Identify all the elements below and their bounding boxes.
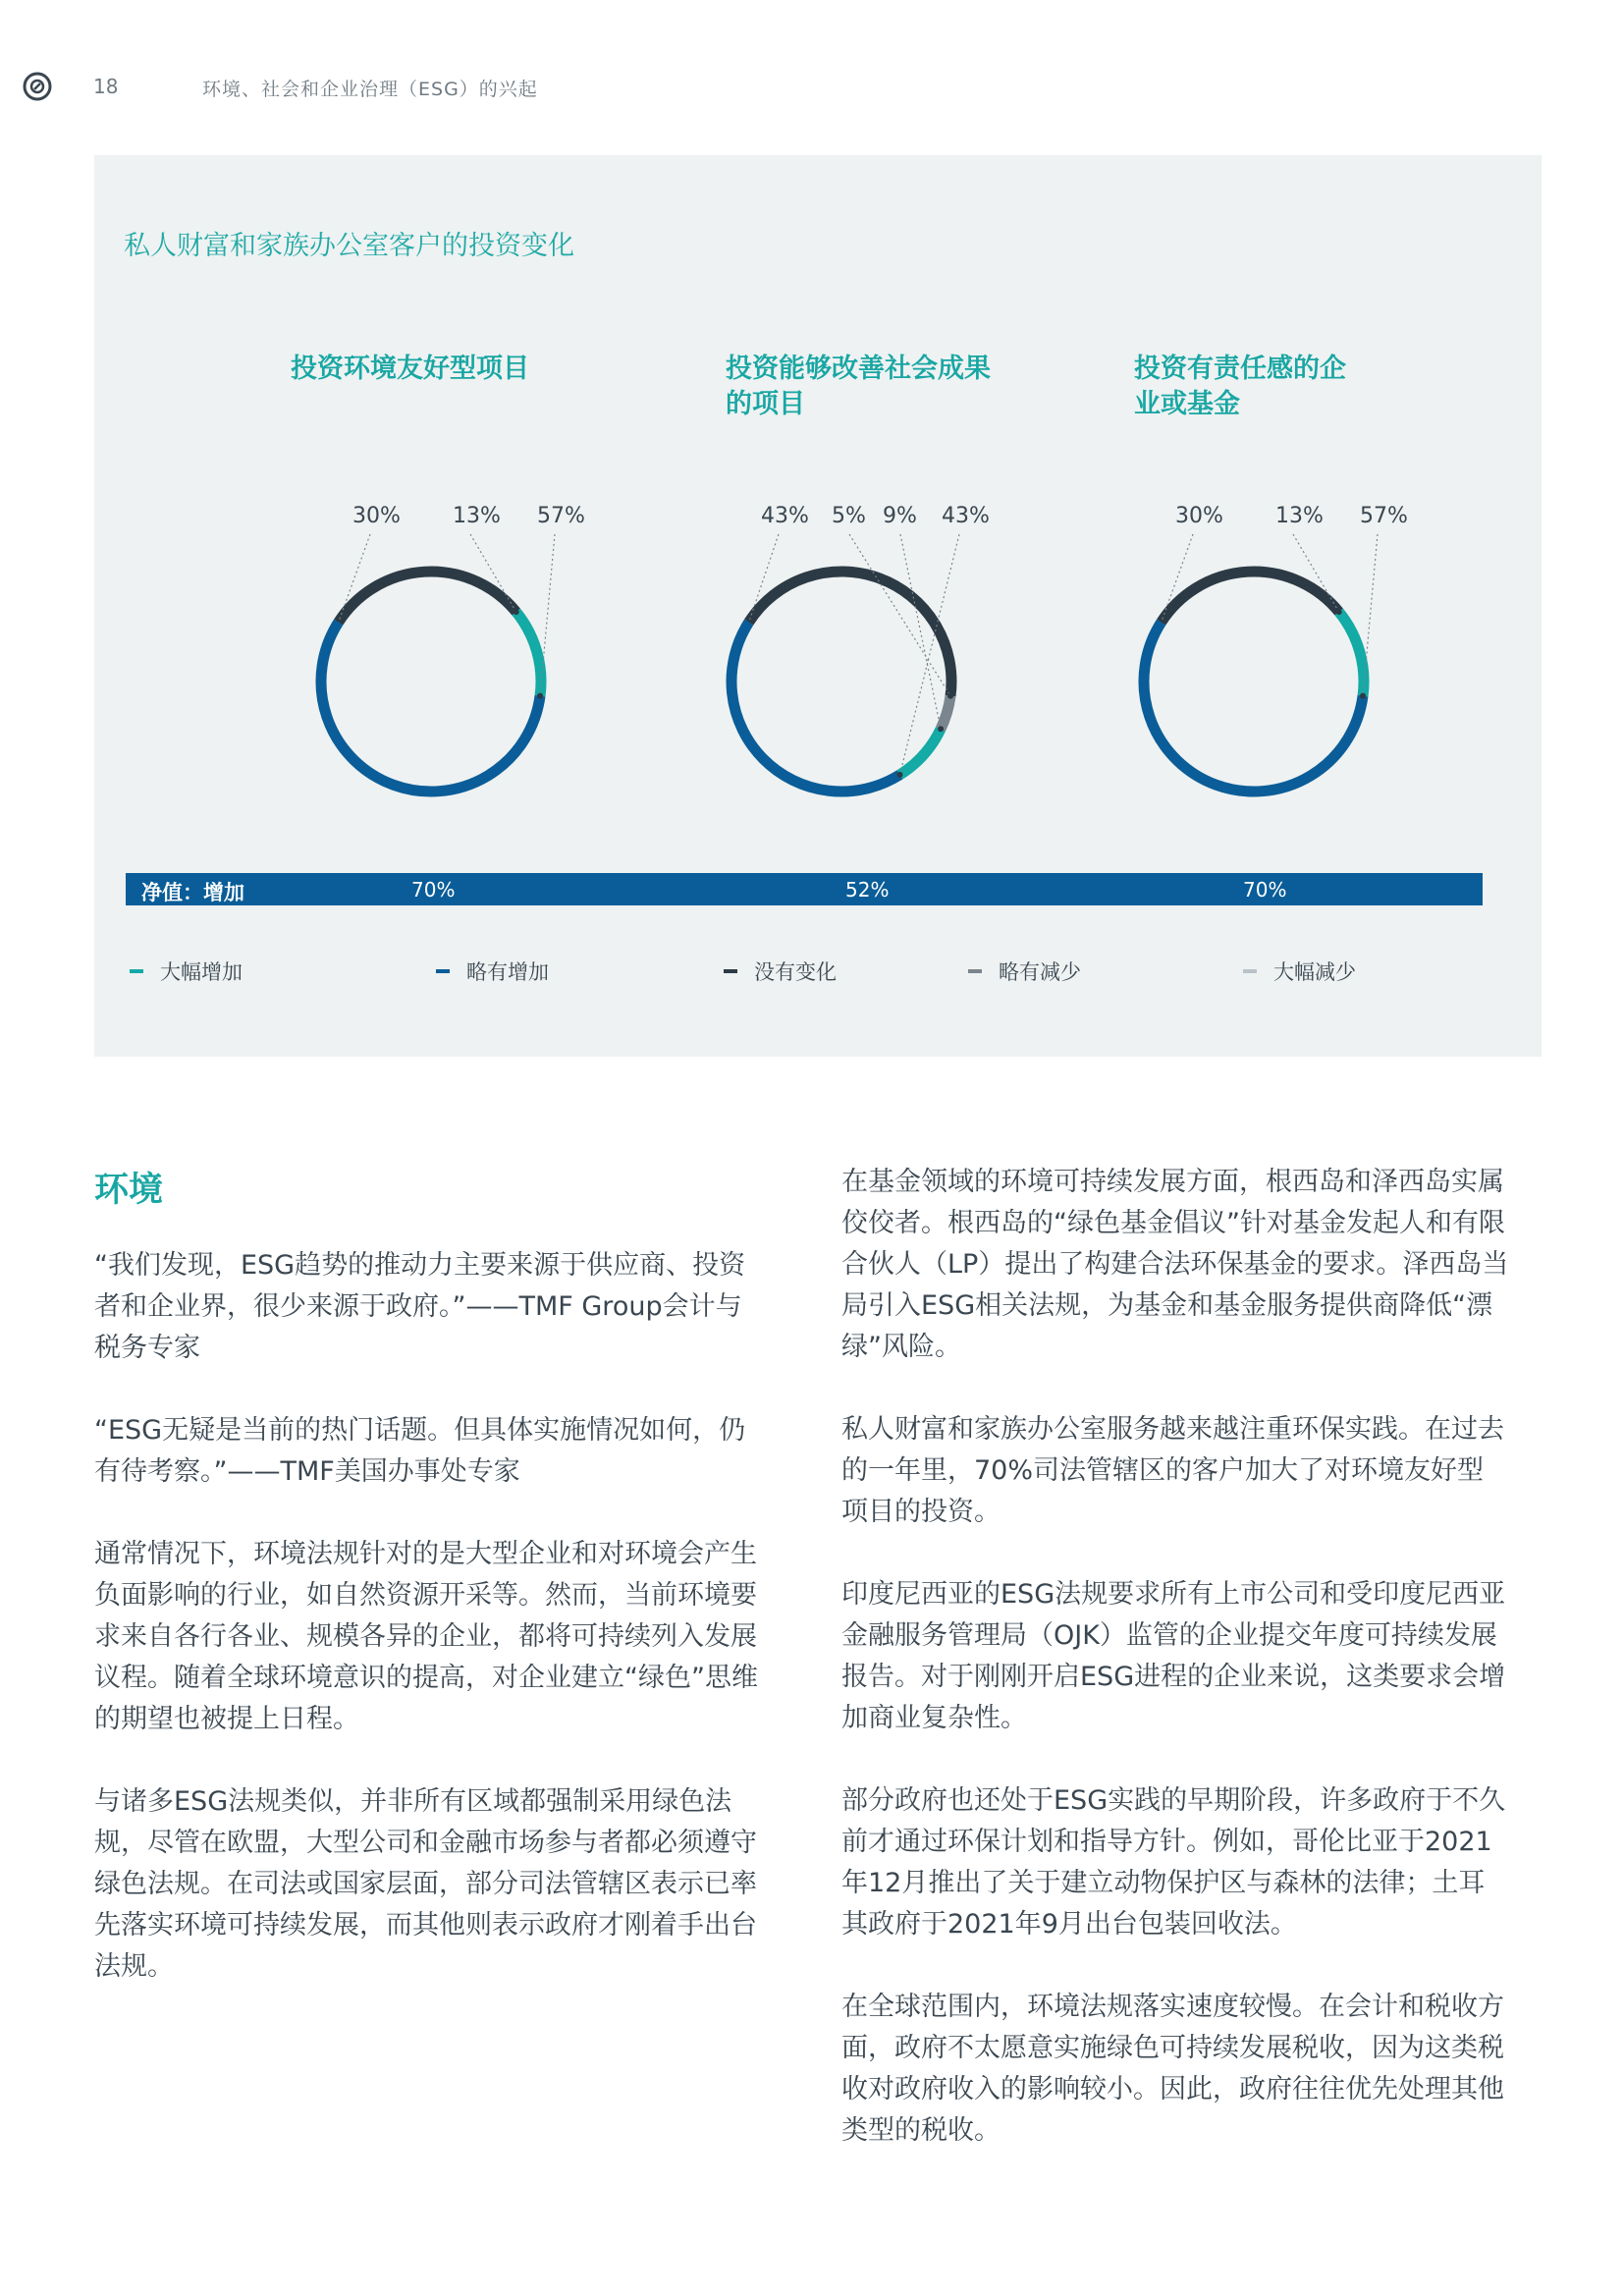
section-heading: 环境 bbox=[94, 1171, 164, 1210]
paragraph: “ESG无疑是当前的热门话题。但具体实施情况如何，仍有待考察。”——TMF美国办事处专家 bbox=[94, 1415, 746, 1487]
donut-slice bbox=[1144, 622, 1363, 792]
left-column bbox=[94, 1245, 762, 2029]
chart-panel bbox=[94, 155, 1542, 1057]
legend-item-no-change bbox=[724, 957, 837, 986]
legend-label: 大幅增加 bbox=[160, 960, 243, 984]
donut-slice bbox=[321, 622, 540, 792]
legend-item-slight-increase bbox=[436, 957, 549, 986]
donut-slice bbox=[731, 622, 900, 792]
legend-label: 略有减少 bbox=[999, 960, 1081, 984]
leader-dot bbox=[938, 726, 944, 732]
slice-label: 13% bbox=[453, 504, 501, 528]
paragraph: “我们发现，ESG趋势的推动力主要来源于供应商、投资者和企业界，很少来源于政府。”——TMF Group会计与税务专家 bbox=[94, 1250, 746, 1363]
leader-dot bbox=[947, 693, 953, 699]
donut-slice bbox=[900, 729, 942, 775]
leader-dot bbox=[897, 772, 903, 778]
paragraph: 通常情况下，环境法规针对的是大型企业和对环境会产生负面影响的行业，如自然资源开采等。然而，当前环境要求来自各行各业、规模各异的企业，都将可持续列入发展议程。随着全球环境意识的提高，对企业建立“绿色”思维的期望也被提上日程。 bbox=[94, 1539, 758, 1734]
net-value-3: 70% bbox=[1243, 878, 1287, 902]
net-value-2: 52% bbox=[845, 878, 890, 902]
donut-charts bbox=[94, 155, 1542, 843]
slice-label: 30% bbox=[1175, 504, 1223, 528]
leader-line bbox=[540, 534, 555, 696]
legend-swatch bbox=[724, 969, 737, 973]
paragraph: 部分政府也还处于ESG实践的早期阶段，许多政府于不久前才通过环保计划和指导方针。例如，哥伦比亚于2021年12月推出了关于建立动物保护区与森林的法律；土耳其政府于2021年9月出台包装回收法。 bbox=[841, 1785, 1506, 1940]
leader-dot bbox=[1360, 693, 1366, 699]
slice-label: 5% bbox=[832, 504, 866, 528]
paragraph: 私人财富和家族办公室服务越来越注重环保实践。在过去的一年里，70%司法管辖区的客户加大了对环境友好型项目的投资。 bbox=[841, 1414, 1504, 1527]
slice-label: 13% bbox=[1275, 504, 1324, 528]
leader-dot bbox=[537, 693, 543, 699]
leader-dot bbox=[1336, 609, 1342, 615]
compass-logo-icon bbox=[22, 71, 53, 102]
slice-label: 43% bbox=[942, 504, 990, 528]
slice-label: 43% bbox=[761, 504, 809, 528]
right-column bbox=[841, 1162, 1509, 2193]
paragraph: 在基金领域的环境可持续发展方面，根西岛和泽西岛实属佼佼者。根西岛的“绿色基金倡议”针对基金发起人和有限合伙人（LP）提出了构建合法环保基金的要求。泽西岛当局引入ESG相关法规，为基金和基金服务提供商降低“漂绿”风险。 bbox=[841, 1167, 1509, 1362]
donut-slice bbox=[941, 696, 950, 730]
panel-title: 私人财富和家族办公室客户的投资变化 bbox=[124, 231, 574, 261]
legend-label: 没有变化 bbox=[754, 960, 837, 984]
donut-slice bbox=[1162, 572, 1339, 622]
net-label: 净值：增加 bbox=[141, 881, 244, 904]
slice-label: 57% bbox=[537, 504, 585, 528]
legend-label: 略有增加 bbox=[466, 960, 549, 984]
donut-slice bbox=[1339, 612, 1364, 696]
net-value-1: 70% bbox=[411, 878, 456, 902]
page-number: 18 bbox=[93, 75, 119, 98]
slice-label: 57% bbox=[1360, 504, 1408, 528]
legend-swatch bbox=[1243, 969, 1257, 973]
slice-label: 9% bbox=[883, 504, 917, 528]
donut-title-2: 投资能够改善社会成果的项目 bbox=[726, 354, 991, 419]
leader-line bbox=[1363, 534, 1378, 696]
running-title: 环境、社会和企业治理（ESG）的兴起 bbox=[202, 79, 538, 100]
donut-title-3: 投资有责任感的企业或基金 bbox=[1134, 354, 1346, 419]
net-increase-bar bbox=[126, 873, 1483, 905]
legend-swatch bbox=[436, 969, 450, 973]
paragraph: 印度尼西亚的ESG法规要求所有上市公司和受印度尼西亚金融服务管理局（OJK）监管的企业提交年度可持续发展报告。对于刚刚开启ESG进程的企业来说，这类要求会增加商业复杂性。 bbox=[841, 1579, 1506, 1733]
legend-item-large-decrease bbox=[1243, 957, 1356, 986]
legend-label: 大幅减少 bbox=[1273, 960, 1356, 984]
leader-dot bbox=[514, 609, 519, 615]
donut-slice bbox=[749, 572, 951, 696]
page-header bbox=[22, 69, 709, 108]
donut-title-1: 投资环境友好型项目 bbox=[291, 354, 529, 384]
legend-swatch bbox=[968, 969, 982, 973]
legend-item-large-increase bbox=[130, 957, 243, 986]
paragraph: 与诸多ESG法规类似，并非所有区域都强制采用绿色法规，尽管在欧盟，大型公司和金融市场参与者都必须遵守绿色法规。在司法或国家层面，部分司法管辖区表示已率先落实环境可持续发展，而其他则表示政府才刚着手出台法规。 bbox=[94, 1786, 757, 1982]
donut-slice bbox=[516, 612, 541, 696]
slice-label: 30% bbox=[352, 504, 401, 528]
legend-swatch bbox=[130, 969, 143, 973]
paragraph: 在全球范围内，环境法规落实速度较慢。在会计和税收方面，政府不太愿意实施绿色可持续发展税收，因为这类税收对政府收入的影响较小。因此，政府往往优先处理其他类型的税收。 bbox=[841, 1992, 1504, 2146]
legend-item-slight-decrease bbox=[968, 957, 1081, 986]
donut-slice bbox=[339, 572, 516, 622]
